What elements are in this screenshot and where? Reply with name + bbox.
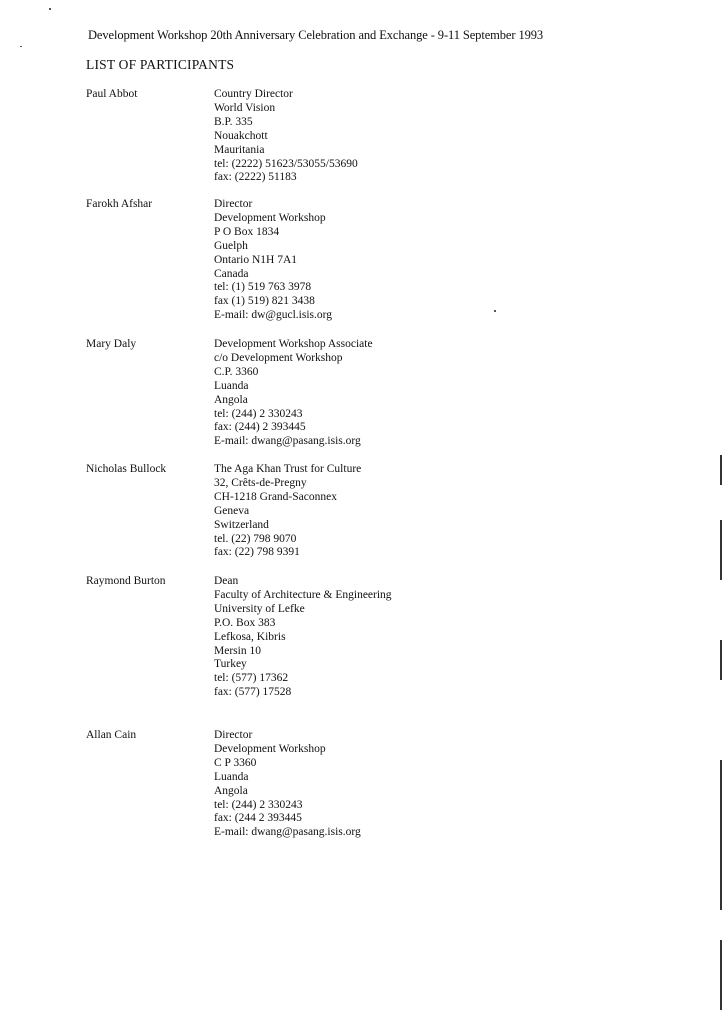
scan-edge-artifact [720, 940, 722, 1010]
address-line: CH-1218 Grand-Saconnex [214, 490, 337, 503]
address-line: Development Workshop [214, 742, 326, 755]
address-line: Canada [214, 267, 249, 280]
address-line: Luanda [214, 770, 249, 783]
address-line: C P 3360 [214, 756, 257, 769]
address-line: Angola [214, 784, 248, 797]
address-line: Director [214, 198, 253, 210]
address-line: P O Box 1834 [214, 225, 280, 238]
address-line: E-mail: dwang@pasang.isis.org [214, 826, 361, 839]
participant-name: Farokh Afshar [86, 198, 153, 210]
participant-name: Paul Abbot [86, 88, 138, 100]
address-line: tel: (1) 519 763 3978 [214, 281, 312, 294]
scan-edge-artifact [720, 640, 722, 680]
address-line: Guelph [214, 239, 248, 252]
scan-speck [494, 310, 496, 312]
address-line: Development Workshop Associate [214, 338, 373, 350]
scan-speck [20, 46, 22, 47]
address-line: fax (1) 519) 821 3438 [214, 295, 315, 308]
address-line: tel: (244) 2 330243 [214, 798, 303, 811]
address-line: Geneva [214, 504, 250, 517]
address-line: Luanda [214, 379, 249, 392]
address-line: P.O. Box 383 [214, 616, 276, 629]
address-line: Faculty of Architecture & Engineering [214, 588, 392, 601]
address-line: E-mail: dw@gucl.isis.org [214, 309, 333, 322]
scan-edge-artifact [720, 455, 722, 485]
address-line: Ontario N1H 7A1 [214, 253, 298, 266]
address-line: fax: (22) 798 9391 [214, 546, 300, 559]
address-line: tel: (244) 2 330243 [214, 407, 303, 420]
address-line: Mauritania [214, 143, 265, 156]
address-line: Switzerland [214, 518, 269, 531]
address-line: fax: (2222) 51183 [214, 171, 297, 184]
address-line: C.P. 3360 [214, 365, 259, 378]
participant-address [214, 88, 358, 185]
participant-address [214, 198, 332, 323]
participant-address [214, 338, 373, 449]
participant-name: Raymond Burton [86, 575, 166, 587]
address-line: tel: (2222) 51623/53055/53690 [214, 157, 358, 170]
address-line: Country Director [214, 88, 293, 100]
address-line: University of Lefke [214, 602, 305, 615]
address-line: E-mail: dwang@pasang.isis.org [214, 435, 361, 448]
address-line: Development Workshop [214, 211, 326, 224]
address-line: Director [214, 729, 253, 741]
participant-address [214, 729, 361, 840]
scan-edge-artifact [720, 520, 722, 580]
address-line: World Vision [214, 101, 276, 114]
address-line: fax: (244 2 393445 [214, 812, 302, 825]
address-line: 32, Crêts-de-Pregny [214, 476, 307, 489]
address-line: Mersin 10 [214, 644, 261, 657]
participant-address [214, 463, 361, 560]
participant-address [214, 575, 392, 700]
address-line: Angola [214, 393, 248, 406]
address-line: Turkey [214, 658, 247, 671]
address-line: c/o Development Workshop [214, 351, 343, 364]
address-line: Nouakchott [214, 129, 268, 142]
document-header: Development Workshop 20th Anniversary Celebration and Exchange - 9-11 September 1993 [88, 28, 544, 42]
address-line: B.P. 335 [214, 115, 253, 128]
scan-speck [49, 8, 51, 10]
list-title: LIST OF PARTICIPANTS [86, 57, 235, 72]
participant-name: Mary Daly [86, 338, 137, 350]
address-line: The Aga Khan Trust for Culture [214, 463, 362, 475]
address-line: tel: (577) 17362 [214, 672, 289, 685]
address-line: fax: (244) 2 393445 [214, 421, 306, 434]
address-line: tel. (22) 798 9070 [214, 532, 297, 545]
participant-name: Allan Cain [86, 729, 137, 741]
address-line: Dean [214, 575, 239, 587]
address-line: fax: (577) 17528 [214, 686, 292, 699]
address-line: Lefkosa, Kibris [214, 630, 286, 643]
participant-name: Nicholas Bullock [86, 463, 167, 475]
scan-edge-artifact [720, 760, 722, 910]
